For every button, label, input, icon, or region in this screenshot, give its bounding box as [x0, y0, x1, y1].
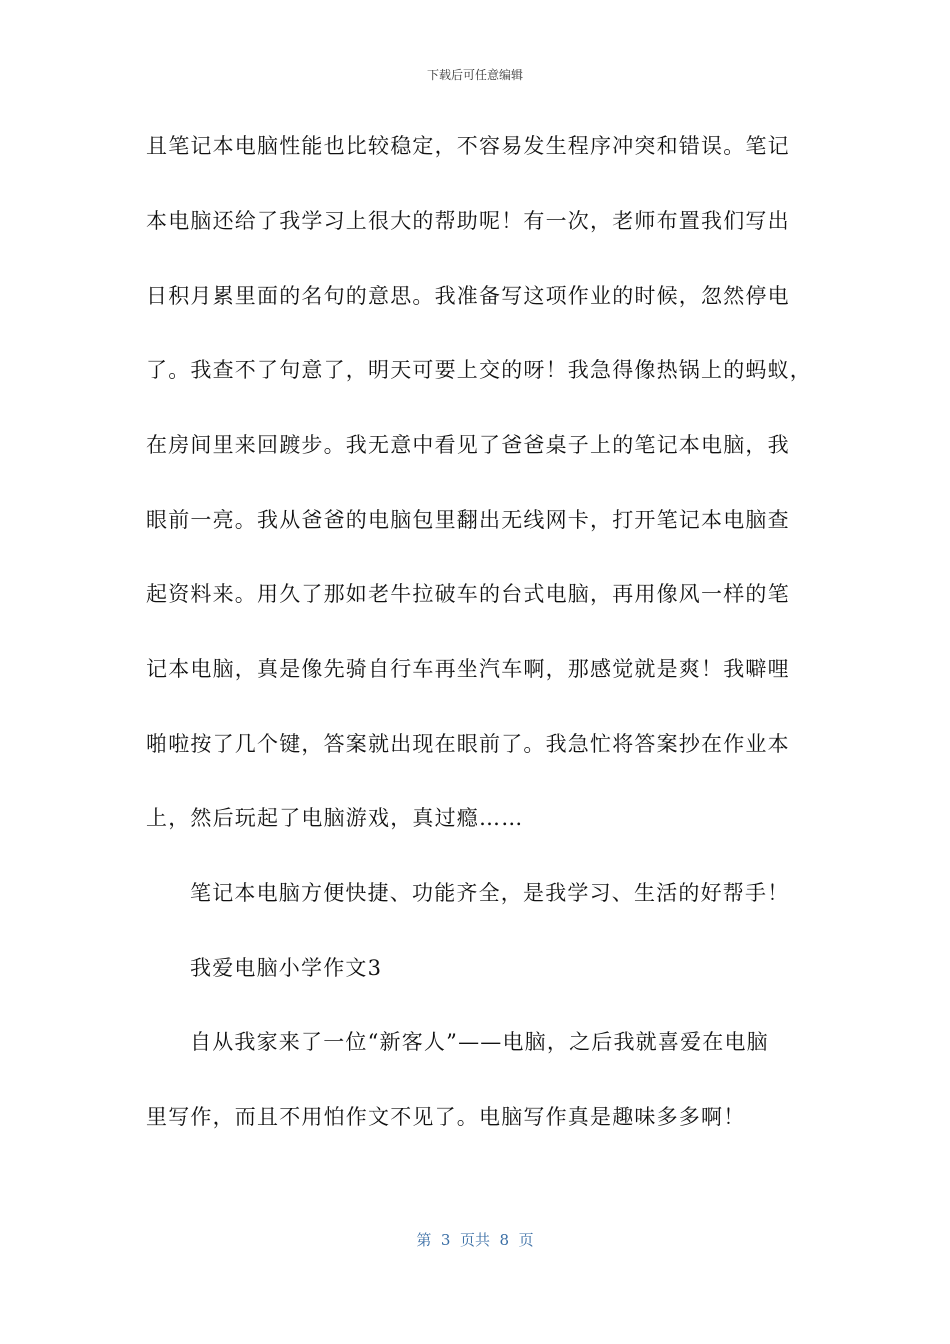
body-line-6: 眼前一亮。我从爸爸的电脑包里翻出无线网卡，打开笔记本电脑查 [146, 508, 790, 532]
body-paragraph-summary: 笔记本电脑方便快捷、功能齐全，是我学习、生活的好帮手！ [190, 881, 790, 905]
body-line-13: 自从我家来了一位“新客人”——电脑，之后我就喜爱在电脑 [190, 1030, 769, 1054]
body-line-5: 在房间里来回踱步。我无意中看见了爸爸桌子上的笔记本电脑，我 [146, 433, 790, 457]
page-header-note: 下载后可任意编辑 [426, 68, 523, 82]
body-line-9: 啪啦按了几个键，答案就出现在眼前了。我急忙将答案抄在作业本 [146, 732, 790, 756]
body-line-2: 本电脑还给了我学习上很大的帮助呢！有一次，老师布置我们写出 [146, 209, 790, 233]
body-line-14: 里写作，而且不用怕作文不见了。电脑写作真是趣味多多啊！ [146, 1105, 746, 1129]
body-line-7: 起资料来。用久了那如老牛拉破车的台式电脑，再用像风一样的笔 [146, 582, 790, 606]
body-line-1: 且笔记本电脑性能也比较稳定，不容易发生程序冲突和错误。笔记 [146, 134, 790, 158]
body-line-10: 上，然后玩起了电脑游戏，真过瘾…… [146, 806, 524, 830]
body-line-3: 日积月累里面的名句的意思。我准备写这项作业的时候，忽然停电 [146, 284, 790, 308]
body-line-4: 了。我查不了句意了，明天可要上交的呀！我急得像热锅上的蚂蚁， [146, 358, 812, 382]
essay-title: 我爱电脑小学作文3 [190, 956, 383, 980]
body-line-8: 记本电脑，真是像先骑自行车再坐汽车啊，那感觉就是爽！我噼哩 [146, 657, 790, 681]
page-number-footer: 第 3 页共 8 页 [416, 1231, 534, 1249]
